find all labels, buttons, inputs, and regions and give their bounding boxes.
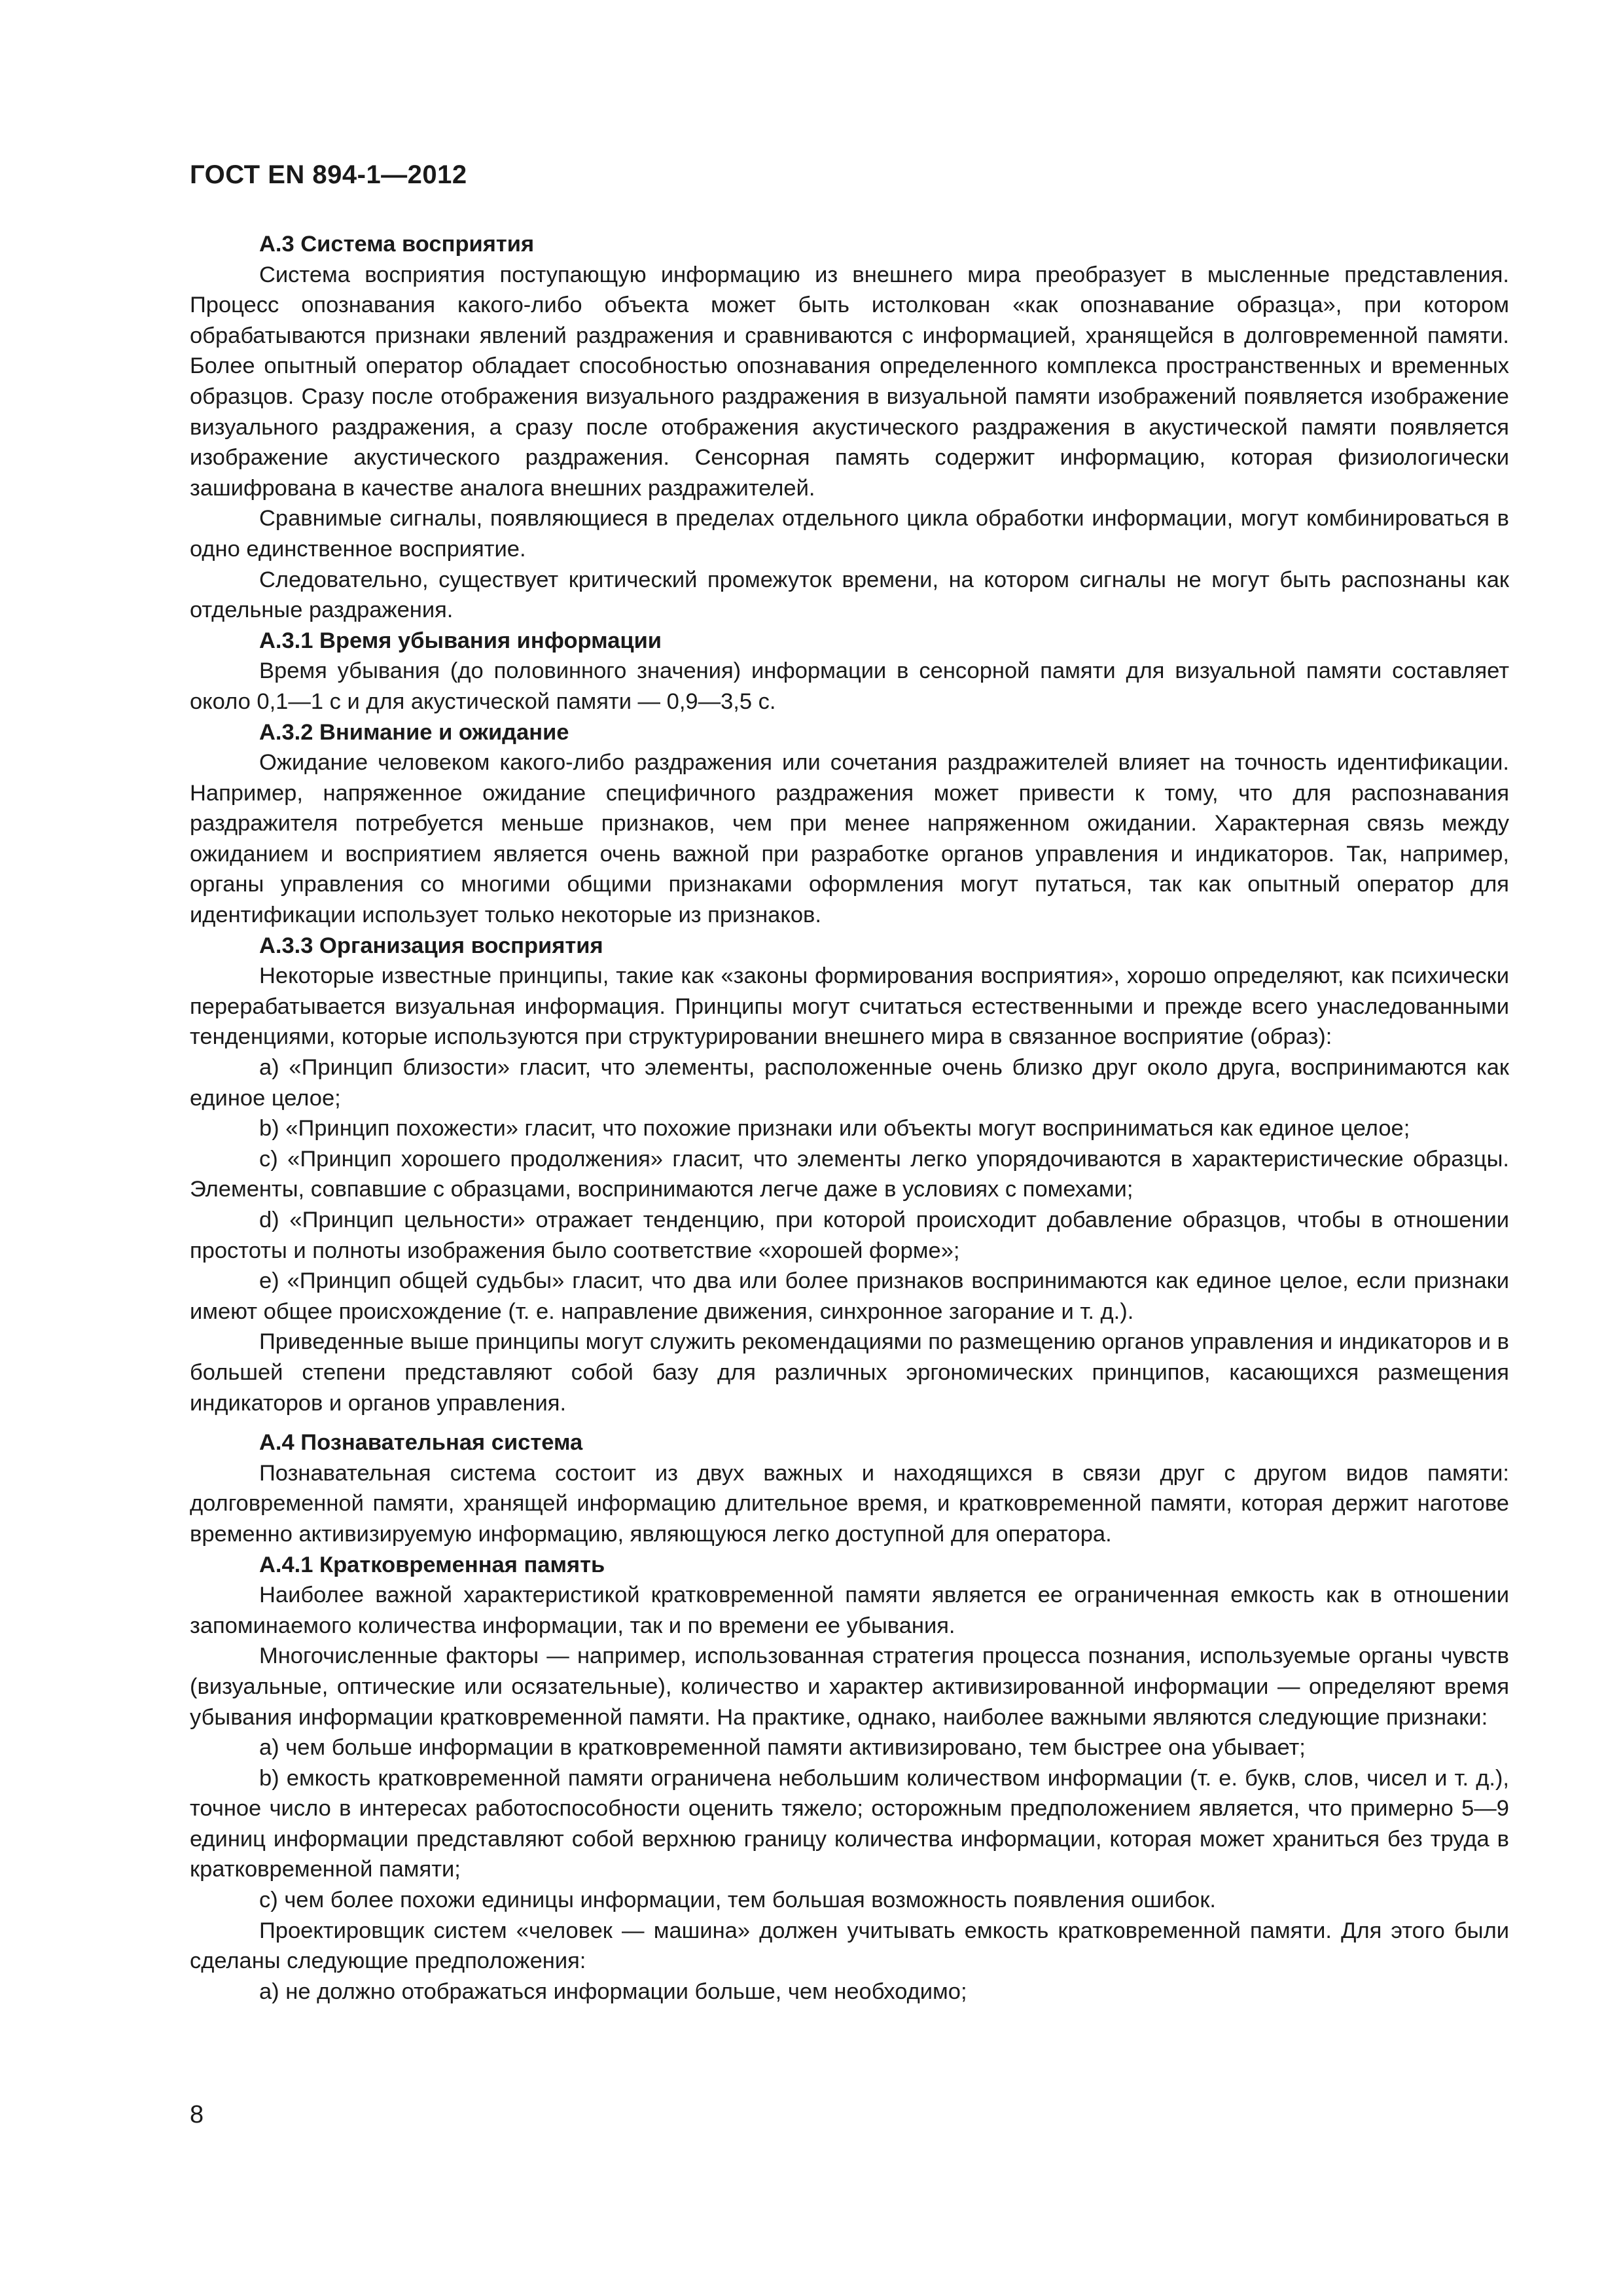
paragraph: Многочисленные факторы — например, использованная стратегия процесса познания, используемые органы чувств (визуальные, оптические или осязательные), количество и характер активизированной информации — определяют время убывания информации кратковременной памяти. На практике, однако, наиболее важными являются следующие признаки: bbox=[190, 1643, 1509, 1730]
paragraph: b) емкость кратковременной памяти ограничена небольшим количеством информации (т. е. букв, слов, чисел и т. д.), точное число в интересах работоспособности оценить тяжело; осторожным предположением является, что примерно 5—9 единиц информации представляют собой верхнюю границу количества информации, которая может храниться без труда в кратковременной памяти; bbox=[190, 1765, 1509, 1882]
paragraph: Проектировщик систем «человек — машина» должен учитывать емкость кратковременной памяти. Для этого были сделаны следующие предположения: bbox=[190, 1918, 1509, 1974]
section-heading: А.3 Система восприятия bbox=[259, 232, 535, 257]
page-body bbox=[190, 229, 1509, 2007]
paragraph: Следовательно, существует критический промежуток времени, на котором сигналы не могут быть распознаны как отдельные раздражения. bbox=[190, 567, 1509, 623]
paragraph: Время убывания (до половинного значения) информации в сенсорной памяти для визуальной памяти составляет около 0,1—1 с и для акустической памяти — 0,9—3,5 с. bbox=[190, 658, 1509, 714]
page-number: 8 bbox=[190, 2101, 204, 2128]
paragraph: c) чем более похожи единицы информации, тем большая возможность появления ошибок. bbox=[259, 1888, 1217, 1913]
section-heading: А.4 Познавательная система bbox=[259, 1430, 583, 1456]
paragraph: Система восприятия поступающую информацию из внешнего мира преобразует в мысленные представления. Процесс опознавания какого-либо объекта может быть истолкован «как опознавание образца», при котором обрабатываются признаки явлений раздражения и сравниваются с информацией, хранящейся в долговременной памяти. Более опытный оператор обладает способностью опознавания определенного комплекса пространственных и временных образцов. Сразу после отображения визуального раздражения в визуальной памяти изображений появляется изображение визуального раздражения, а сразу после отображения акустического раздражения в акустической памяти появляется изображение акустического раздражения. Сенсорная память содержит информацию, которая физиологически зашифрована в качестве аналога внешних раздражителей. bbox=[190, 262, 1509, 501]
paragraph: b) «Принцип похожести» гласит, что похожие признаки или объекты могут восприниматься как единое целое; bbox=[259, 1116, 1410, 1141]
paragraph: Наиболее важной характеристикой кратковременной памяти является ее ограниченная емкость как в отношении запоминаемого количества информации, так и по времени ее убывания. bbox=[190, 1583, 1509, 1638]
paragraph: Приведенные выше принципы могут служить рекомендациями по размещению органов управления и индикаторов и в большей степени представляют собой базу для различных эргономических принципов, касающихся размещения индикаторов и органов управления. bbox=[190, 1329, 1509, 1416]
section-heading: А.3.1 Время убывания информации bbox=[259, 628, 662, 653]
section-heading: А.3.3 Организация восприятия bbox=[259, 933, 603, 958]
paragraph: Познавательная система состоит из двух важных и находящихся в связи друг с другом видов памяти: долговременной памяти, хранящей информацию длительное время, и кратковременной памяти, которая держит наготове временно активизируемую информацию, являющуюся легко доступной для оператора. bbox=[190, 1460, 1509, 1547]
paragraph: e) «Принцип общей судьбы» гласит, что два или более признаков воспринимаются как единое целое, если признаки имеют общее происхождение (т. е. направление движения, синхронное загорание и т. д.). bbox=[190, 1268, 1509, 1324]
paragraph: Сравнимые сигналы, появляющиеся в пределах отдельного цикла обработки информации, могут комбинироваться в одно единственное восприятие. bbox=[190, 506, 1509, 562]
paragraph: a) чем больше информации в кратковременной памяти активизировано, тем быстрее она убывает; bbox=[259, 1735, 1306, 1761]
section-heading: А.3.2 Внимание и ожидание bbox=[259, 719, 569, 745]
paragraph: c) «Принцип хорошего продолжения» гласит, что элементы легко упорядочиваются в характеристические образцы. Элементы, совпавшие с образцами, воспринимаются легче даже в условиях с помехами; bbox=[190, 1146, 1509, 1202]
paragraph: Ожидание человеком какого-либо раздражения или сочетания раздражителей влияет на точность идентификации. Например, напряженное ожидание специфичного раздражения может привести к тому, что для распознавания раздражителя потребуется меньше признаков, чем при менее напряженном ожидании. Характерная связь между ожиданием и восприятием является очень важной при разработке органов управления и индикаторов. Так, например, органы управления со многими общими признаками оформления могут путаться, так как опытный оператор для идентификации использует только некоторые из признаков. bbox=[190, 750, 1509, 928]
section-heading: А.4.1 Кратковременная память bbox=[259, 1552, 605, 1577]
paragraph: a) не должно отображаться информации больше, чем необходимо; bbox=[259, 1979, 967, 2004]
paragraph: d) «Принцип цельности» отражает тенденцию, при которой происходит добавление образцов, чтобы в отношении простоты и полноты изображения было соответствие «хорошей форме»; bbox=[190, 1208, 1509, 1263]
paragraph: Некоторые известные принципы, такие как «законы формирования восприятия», хорошо определяют, как психически перерабатывается визуальная информация. Принципы могут считаться естественными и прежде всего унаследованными тенденциями, которые используются при структурировании внешнего мира в связанное восприятие (образ): bbox=[190, 963, 1509, 1050]
document-id-header: ГОСТ EN 894-1—2012 bbox=[190, 160, 467, 189]
paragraph: a) «Принцип близости» гласит, что элементы, расположенные очень близко друг около друга, воспринимаются как единое целое; bbox=[190, 1055, 1509, 1111]
